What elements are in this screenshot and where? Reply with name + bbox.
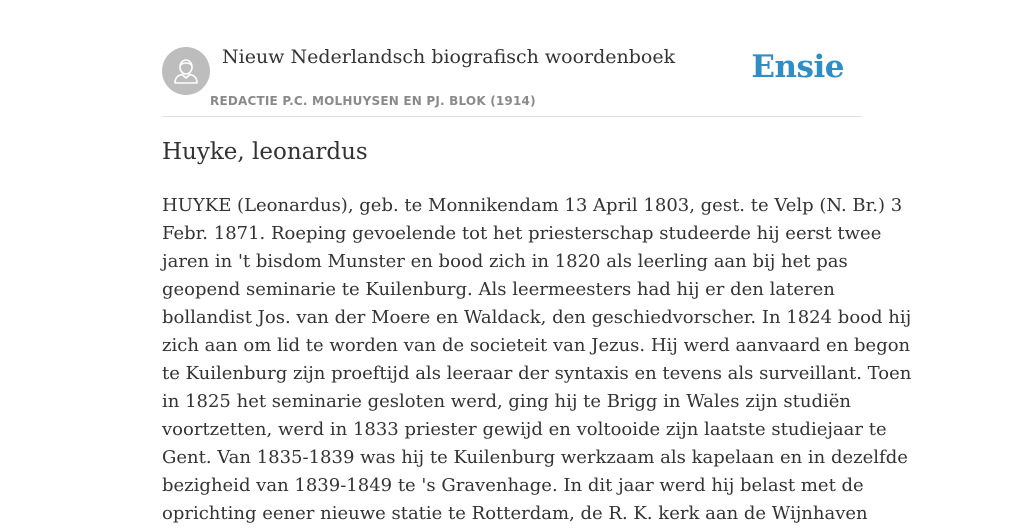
body-line: geopend seminarie te Kuilenburg. Als leermeesters had hij er den lateren bbox=[162, 279, 835, 300]
body-line: Febr. 1871. Roeping gevoelende tot het priesterschap studeerde hij eerst twee bbox=[162, 223, 882, 244]
book-title[interactable]: Nieuw Nederlandsch biografisch woordenboek bbox=[222, 46, 676, 68]
body-line: oprichting eener nieuwe statie te Rotterdam, de R. K. kerk aan de Wijnhaven bbox=[162, 503, 868, 524]
entry-title: Huyke, leonardus bbox=[162, 139, 368, 165]
ensie-logo[interactable]: Ensie bbox=[751, 49, 844, 85]
body-line: bollandist Jos. van der Moere en Waldack, den geschiedvorscher. In 1824 bood hij bbox=[162, 307, 912, 328]
body-line: zich aan om lid te worden van de societeit van Jezus. Hij werd aanvaard en begon bbox=[162, 335, 911, 356]
body-line: voortzetten, werd in 1833 priester gewijd en voltooide zijn laatste studiejaar te bbox=[162, 419, 887, 440]
book-header bbox=[162, 0, 862, 117]
body-line: jaren in 't bisdom Munster en bood zich in 1820 als leerling aan bij het pas bbox=[162, 251, 848, 272]
body-line: Gent. Van 1835-1839 was hij te Kuilenburg werkzaam als kapelaan en in dezelfde bbox=[162, 447, 908, 468]
user-icon bbox=[162, 47, 210, 95]
body-line: te Kuilenburg zijn proeftijd als leeraar der syntaxis en tevens als surveillant. Toen bbox=[162, 363, 912, 384]
entry-body bbox=[162, 192, 912, 528]
editors-credit: REDACTIE P.C. MOLHUYSEN EN PJ. BLOK (1914) bbox=[210, 94, 536, 108]
body-line: HUYKE (Leonardus), geb. te Monnikendam 13 April 1803, gest. te Velp (N. Br.) 3 bbox=[162, 195, 903, 216]
body-line: bezigheid van 1839-1849 te 's Gravenhage. In dit jaar werd hij belast met de bbox=[162, 475, 864, 496]
body-line: in 1825 het seminarie gesloten werd, ging hij te Brigg in Wales zijn studiën bbox=[162, 391, 851, 412]
